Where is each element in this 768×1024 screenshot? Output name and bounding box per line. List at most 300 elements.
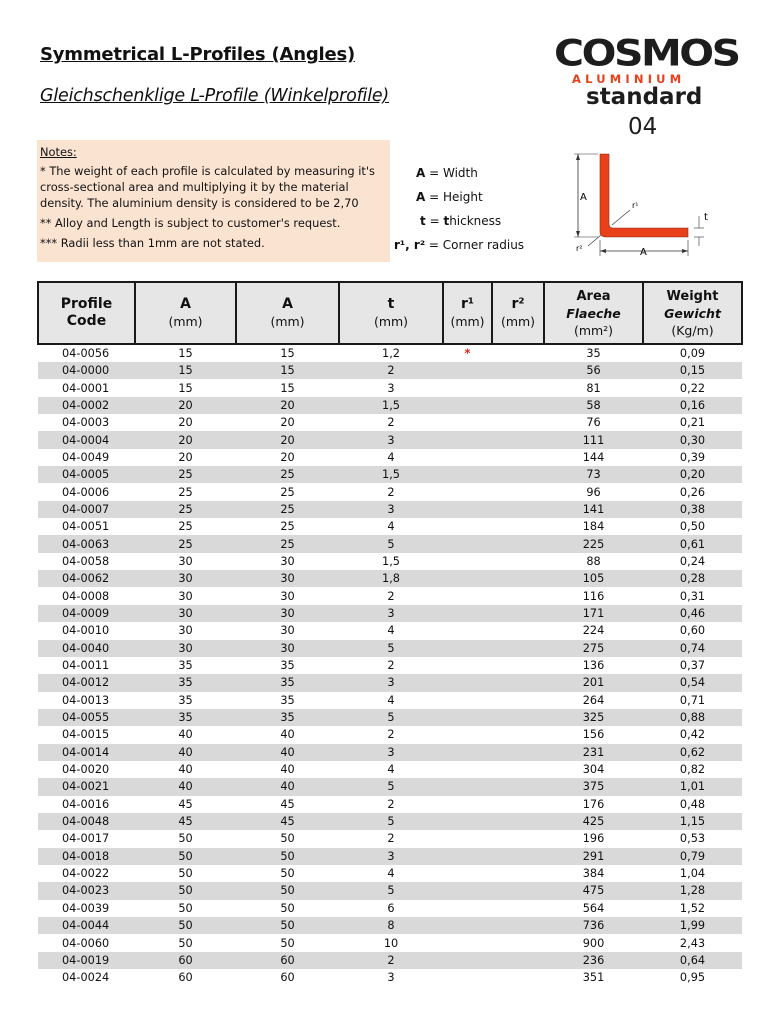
cell-a-height: 40 (236, 778, 339, 795)
cell-code: 04-0017 (62, 832, 110, 846)
cell-r2 (492, 570, 544, 587)
table-row (38, 449, 742, 466)
cell-r2 (492, 414, 544, 431)
cell-a-width: 50 (178, 901, 193, 915)
cell-a-width: 40 (178, 728, 193, 742)
cell-thickness: 3 (339, 501, 443, 518)
cell-r2 (492, 882, 544, 899)
cell-thickness: 4 (387, 867, 395, 881)
cell-a-width: 50 (135, 882, 236, 899)
cell-r1 (443, 848, 492, 865)
cell-code: 04-0008 (62, 589, 110, 603)
cell-code: 04-0003 (62, 416, 110, 430)
cell-thickness: 5 (339, 709, 443, 726)
table-row (38, 848, 742, 865)
cell-a-height: 20 (280, 416, 295, 430)
cell-r1 (443, 640, 492, 657)
cell-thickness: 2 (387, 416, 395, 430)
table-row (38, 865, 742, 882)
cell-thickness: 5 (339, 813, 443, 830)
cell-area: 291 (544, 848, 643, 865)
header-a-width (135, 282, 236, 344)
cell-a-height: 30 (236, 605, 339, 622)
cell-r2 (492, 397, 544, 414)
cell-a-width: 40 (135, 778, 236, 795)
cell-a-height: 60 (280, 971, 295, 985)
cell-r1 (443, 657, 492, 674)
cell-weight: 0,60 (679, 624, 706, 638)
cell-thickness: 4 (387, 450, 395, 464)
cell-a-height: 35 (280, 659, 295, 673)
cell-r1 (443, 813, 492, 830)
diagram-label-r2: r² (576, 244, 583, 253)
header-thickness (339, 282, 443, 344)
cell-r1 (443, 674, 492, 691)
cell-weight: 1,99 (643, 917, 742, 934)
cell-thickness: 2 (387, 797, 395, 811)
cell-a-width: 25 (135, 466, 236, 483)
cell-area: 475 (544, 882, 643, 899)
cell-thickness: 5 (339, 778, 443, 795)
cell-area: 144 (582, 450, 605, 464)
cell-r2 (492, 813, 544, 830)
table-row (38, 952, 742, 969)
cell-weight: 0,71 (679, 693, 706, 707)
table-row (38, 587, 742, 604)
notes-title: Notes: (40, 145, 77, 159)
header-area (544, 282, 643, 344)
cell-a-height: 15 (280, 347, 295, 360)
cell-weight: 0,30 (643, 431, 742, 448)
header-text: A (282, 296, 293, 312)
cell-r2 (492, 518, 544, 535)
cell-area: 105 (544, 570, 643, 587)
header-text: Code (66, 313, 107, 329)
cell-weight: 0,24 (679, 554, 706, 568)
table-row (38, 344, 742, 362)
header-unit: (mm) (270, 314, 305, 329)
cell-thickness: 3 (339, 674, 443, 691)
cell-code: 04-0022 (62, 867, 110, 881)
cell-code: 04-0044 (38, 917, 135, 934)
cell-r2 (492, 431, 544, 448)
cell-area: 236 (544, 952, 643, 969)
table-row (38, 362, 742, 379)
cell-thickness: 1,2 (382, 347, 400, 360)
cell-code: 04-0001 (62, 381, 110, 395)
cell-area: 76 (586, 416, 601, 430)
cell-code: 04-0021 (38, 778, 135, 795)
cell-r2 (492, 674, 544, 691)
legend-width: A = Width (416, 166, 478, 180)
cell-weight: 0,42 (679, 728, 706, 742)
table-row (38, 379, 742, 396)
header-r2 (492, 282, 544, 344)
diagram-label-r1: r¹ (632, 201, 639, 210)
cell-area: 325 (544, 709, 643, 726)
cell-a-height: 20 (280, 450, 295, 464)
cell-code: 04-0000 (38, 362, 135, 379)
table-row (38, 640, 742, 657)
cell-weight: 1,28 (643, 882, 742, 899)
cell-code: 04-0011 (62, 659, 110, 673)
cell-r1: * (464, 347, 471, 360)
cell-area: 35 (586, 347, 601, 360)
leader-line (612, 210, 630, 225)
cell-r1 (443, 483, 492, 500)
cell-thickness: 5 (339, 882, 443, 899)
cell-a-width: 30 (135, 640, 236, 657)
cell-a-height: 50 (280, 832, 295, 846)
cell-area: 196 (582, 832, 605, 846)
standard-label: standard (586, 84, 703, 110)
table-body (38, 344, 742, 986)
cell-area: 176 (582, 797, 605, 811)
diagram-label-a-bottom: A (640, 247, 647, 258)
cell-a-width: 30 (178, 624, 193, 638)
standard-number: 04 (628, 114, 658, 140)
cell-code: 04-0013 (62, 693, 110, 707)
cell-r2 (492, 900, 544, 917)
table-row (38, 882, 742, 899)
table-row (38, 431, 742, 448)
cell-weight: 0,62 (643, 744, 742, 761)
table-row (38, 761, 742, 778)
table-row (38, 483, 742, 500)
cell-weight: 0,15 (643, 362, 742, 379)
table-row (38, 535, 742, 552)
cell-thickness: 2 (387, 659, 395, 673)
cell-thickness: 10 (383, 936, 399, 950)
cell-a-width: 40 (135, 744, 236, 761)
l-profile-shape (600, 154, 688, 237)
notes-box (37, 140, 390, 262)
cell-thickness: 2 (387, 589, 395, 603)
cell-weight: 0,09 (679, 347, 706, 360)
cell-r1 (443, 761, 492, 778)
cell-a-height: 25 (236, 466, 339, 483)
cell-a-height: 35 (280, 693, 295, 707)
cell-r2 (492, 622, 544, 639)
note-line: * The weight of each profile is calculated by measuring it's cross-sectional area and multiplying it by the material density. The aluminium density is considered to be 2,70 (40, 164, 375, 210)
cell-r1 (443, 501, 492, 518)
cell-r2 (492, 379, 544, 396)
legend-radius: r¹, r² = Corner radius (394, 238, 525, 252)
cell-weight: 0,95 (679, 971, 706, 985)
cell-a-width: 20 (178, 450, 193, 464)
cell-r2 (492, 605, 544, 622)
cell-r2 (492, 952, 544, 969)
cell-r1 (443, 466, 492, 483)
table-row (38, 934, 742, 951)
cell-weight: 0,39 (679, 450, 706, 464)
cell-a-height: 45 (280, 797, 295, 811)
cell-area: 81 (586, 381, 601, 395)
legend-text-bold: t (443, 214, 450, 228)
cell-area: 184 (582, 520, 605, 534)
cell-code: 04-0005 (38, 466, 135, 483)
cell-thickness: 2 (387, 728, 395, 742)
table-row (38, 796, 742, 813)
cell-code: 04-0055 (38, 709, 135, 726)
legend-key: t (420, 214, 426, 228)
cell-a-width: 35 (135, 709, 236, 726)
cell-r1 (443, 553, 492, 570)
cell-area: 111 (544, 431, 643, 448)
cell-a-height: 50 (280, 936, 295, 950)
profiles-table (37, 281, 743, 986)
table-row (38, 605, 742, 622)
cell-r2 (492, 796, 544, 813)
cell-a-height: 50 (236, 917, 339, 934)
table-row (38, 553, 742, 570)
cell-a-height: 35 (236, 674, 339, 691)
cell-a-width: 30 (178, 554, 193, 568)
cell-r1 (443, 917, 492, 934)
legend-key: r¹, r² (394, 238, 426, 252)
cell-thickness: 6 (387, 901, 395, 915)
cell-code: 04-0058 (62, 554, 110, 568)
cell-r1 (443, 882, 492, 899)
cell-weight: 0,88 (643, 709, 742, 726)
cell-a-width: 25 (135, 535, 236, 552)
cell-thickness: 5 (339, 640, 443, 657)
cell-r1 (443, 570, 492, 587)
cell-a-width: 45 (135, 813, 236, 830)
cell-code: 04-0023 (38, 882, 135, 899)
cell-r1 (443, 830, 492, 847)
header-profile-code (38, 282, 135, 344)
cell-r2 (492, 483, 544, 500)
cell-r2 (492, 344, 544, 362)
cell-r2 (492, 709, 544, 726)
cell-r1 (443, 865, 492, 882)
header-text: r² (511, 296, 525, 312)
cell-a-width: 35 (178, 659, 193, 673)
cell-a-height: 60 (236, 952, 339, 969)
cell-r2 (492, 466, 544, 483)
cell-thickness: 2 (387, 832, 395, 846)
cell-code: 04-0048 (38, 813, 135, 830)
cell-code: 04-0014 (38, 744, 135, 761)
cell-a-width: 40 (178, 763, 193, 777)
cell-weight: 0,22 (679, 381, 706, 395)
cell-code: 04-0039 (62, 901, 110, 915)
cell-r2 (492, 726, 544, 743)
table-row (38, 570, 742, 587)
cell-r2 (492, 553, 544, 570)
cell-a-width: 15 (178, 381, 193, 395)
cell-area: 156 (582, 728, 605, 742)
header-text: Weight (666, 288, 719, 304)
cell-r1 (443, 622, 492, 639)
cell-area: 231 (544, 744, 643, 761)
cell-weight: 0,54 (643, 674, 742, 691)
cell-thickness: 3 (339, 431, 443, 448)
header-a-height (236, 282, 339, 344)
legend-key: A (416, 190, 426, 204)
cell-a-width: 50 (135, 917, 236, 934)
cell-weight: 0,21 (679, 416, 706, 430)
cell-code: 04-0012 (38, 674, 135, 691)
cell-weight: 0,61 (643, 535, 742, 552)
table-row (38, 674, 742, 691)
cell-a-width: 45 (178, 797, 193, 811)
cell-r2 (492, 969, 544, 986)
legend-thickness: t = thickness (420, 214, 502, 228)
cell-r2 (492, 535, 544, 552)
cell-code: 04-0009 (38, 605, 135, 622)
cell-weight: 0,74 (643, 640, 742, 657)
cell-r2 (492, 640, 544, 657)
cell-area: 264 (582, 693, 605, 707)
table-row (38, 778, 742, 795)
header-text: Profile (60, 296, 113, 312)
cell-a-width: 20 (178, 416, 193, 430)
cell-code: 04-0007 (38, 501, 135, 518)
cell-code: 04-0024 (62, 971, 110, 985)
arrow-icon (576, 231, 580, 237)
cell-a-width: 60 (178, 971, 193, 985)
cell-r1 (443, 692, 492, 709)
table-row (38, 830, 742, 847)
cell-weight: 0,37 (679, 659, 706, 673)
cell-code: 04-0019 (38, 952, 135, 969)
cell-area: 375 (544, 778, 643, 795)
cell-code: 04-0062 (38, 570, 135, 587)
leader-line (588, 235, 601, 246)
cell-a-height: 25 (236, 535, 339, 552)
cell-thickness: 1,5 (339, 397, 443, 414)
cell-area: 56 (544, 362, 643, 379)
arrow-icon (600, 249, 606, 253)
table-row (38, 414, 742, 431)
cell-weight: 0,82 (679, 763, 706, 777)
cell-weight: 1,04 (679, 867, 706, 881)
cell-area: 58 (544, 397, 643, 414)
cell-thickness: 3 (339, 848, 443, 865)
cell-thickness: 3 (387, 381, 395, 395)
table-row (38, 657, 742, 674)
cell-code: 04-0015 (62, 728, 110, 742)
cell-code: 04-0063 (38, 535, 135, 552)
cell-r2 (492, 449, 544, 466)
header-text: A (180, 296, 191, 312)
cell-r1 (443, 414, 492, 431)
cell-r1 (443, 796, 492, 813)
table-row (38, 692, 742, 709)
cell-r2 (492, 830, 544, 847)
cell-r2 (492, 934, 544, 951)
cell-area: 116 (582, 589, 605, 603)
cell-area: 136 (582, 659, 605, 673)
cell-area: 351 (582, 971, 605, 985)
diagram-label-a-left: A (580, 192, 587, 203)
cell-code: 04-0049 (62, 450, 110, 464)
header-r1 (443, 282, 492, 344)
table-row (38, 709, 742, 726)
cell-a-width: 60 (135, 952, 236, 969)
header-unit: (mm) (168, 314, 203, 329)
cell-a-width: 15 (178, 347, 193, 360)
cell-r2 (492, 865, 544, 882)
cell-weight: 1,52 (679, 901, 706, 915)
cell-code: 04-0060 (62, 936, 110, 950)
cell-a-height: 20 (236, 431, 339, 448)
cell-a-width: 50 (178, 832, 193, 846)
cell-r1 (443, 744, 492, 761)
cell-r2 (492, 778, 544, 795)
cell-a-width: 25 (178, 520, 193, 534)
cell-thickness: 4 (387, 520, 395, 534)
cell-a-height: 50 (280, 901, 295, 915)
cell-area: 141 (544, 501, 643, 518)
table-row (38, 969, 742, 986)
table-row (38, 466, 742, 483)
cell-r1 (443, 952, 492, 969)
cell-weight: 0,79 (643, 848, 742, 865)
cell-code: 04-0010 (62, 624, 110, 638)
cell-a-height: 25 (280, 485, 295, 499)
cell-area: 201 (544, 674, 643, 691)
cell-a-height: 45 (236, 813, 339, 830)
cell-area: 425 (544, 813, 643, 830)
brand-sub: ALUMINIUM (572, 72, 686, 86)
cell-a-height: 30 (236, 570, 339, 587)
cell-area: 73 (544, 466, 643, 483)
cell-weight: 0,48 (679, 797, 706, 811)
cell-thickness: 1,8 (339, 570, 443, 587)
cell-r2 (492, 761, 544, 778)
cell-a-height: 15 (236, 362, 339, 379)
header-unit: (Kg/m) (671, 322, 714, 338)
header-unit: (mm) (373, 314, 409, 329)
cell-r1 (443, 397, 492, 414)
cell-weight: 0,38 (643, 501, 742, 518)
cell-r1 (443, 431, 492, 448)
header-unit: (mm) (450, 314, 485, 329)
table-row (38, 917, 742, 934)
cell-area: 384 (582, 867, 605, 881)
cell-area: 275 (544, 640, 643, 657)
cell-weight: 1,01 (643, 778, 742, 795)
cell-r1 (443, 605, 492, 622)
table-row (38, 744, 742, 761)
cell-r1 (443, 379, 492, 396)
legend-text: Width (442, 166, 478, 180)
cell-weight: 1,15 (643, 813, 742, 830)
cell-code: 04-0040 (38, 640, 135, 657)
cell-thickness: 2 (387, 485, 395, 499)
cell-weight: 0,46 (643, 605, 742, 622)
cell-thickness: 1,5 (382, 554, 400, 568)
cell-a-height: 50 (236, 848, 339, 865)
cell-a-height: 20 (236, 397, 339, 414)
brand-logo (554, 31, 739, 86)
cell-thickness: 1,5 (339, 466, 443, 483)
cell-r1 (443, 778, 492, 795)
cell-r2 (492, 501, 544, 518)
legend-text: Height (442, 190, 483, 204)
header-text-de: Flaeche (566, 305, 621, 321)
cell-weight: 0,28 (643, 570, 742, 587)
cell-r2 (492, 744, 544, 761)
cell-code: 04-0020 (62, 763, 110, 777)
cell-r1 (443, 709, 492, 726)
cell-area: 304 (582, 763, 605, 777)
cell-a-height: 25 (280, 520, 295, 534)
cell-r2 (492, 692, 544, 709)
